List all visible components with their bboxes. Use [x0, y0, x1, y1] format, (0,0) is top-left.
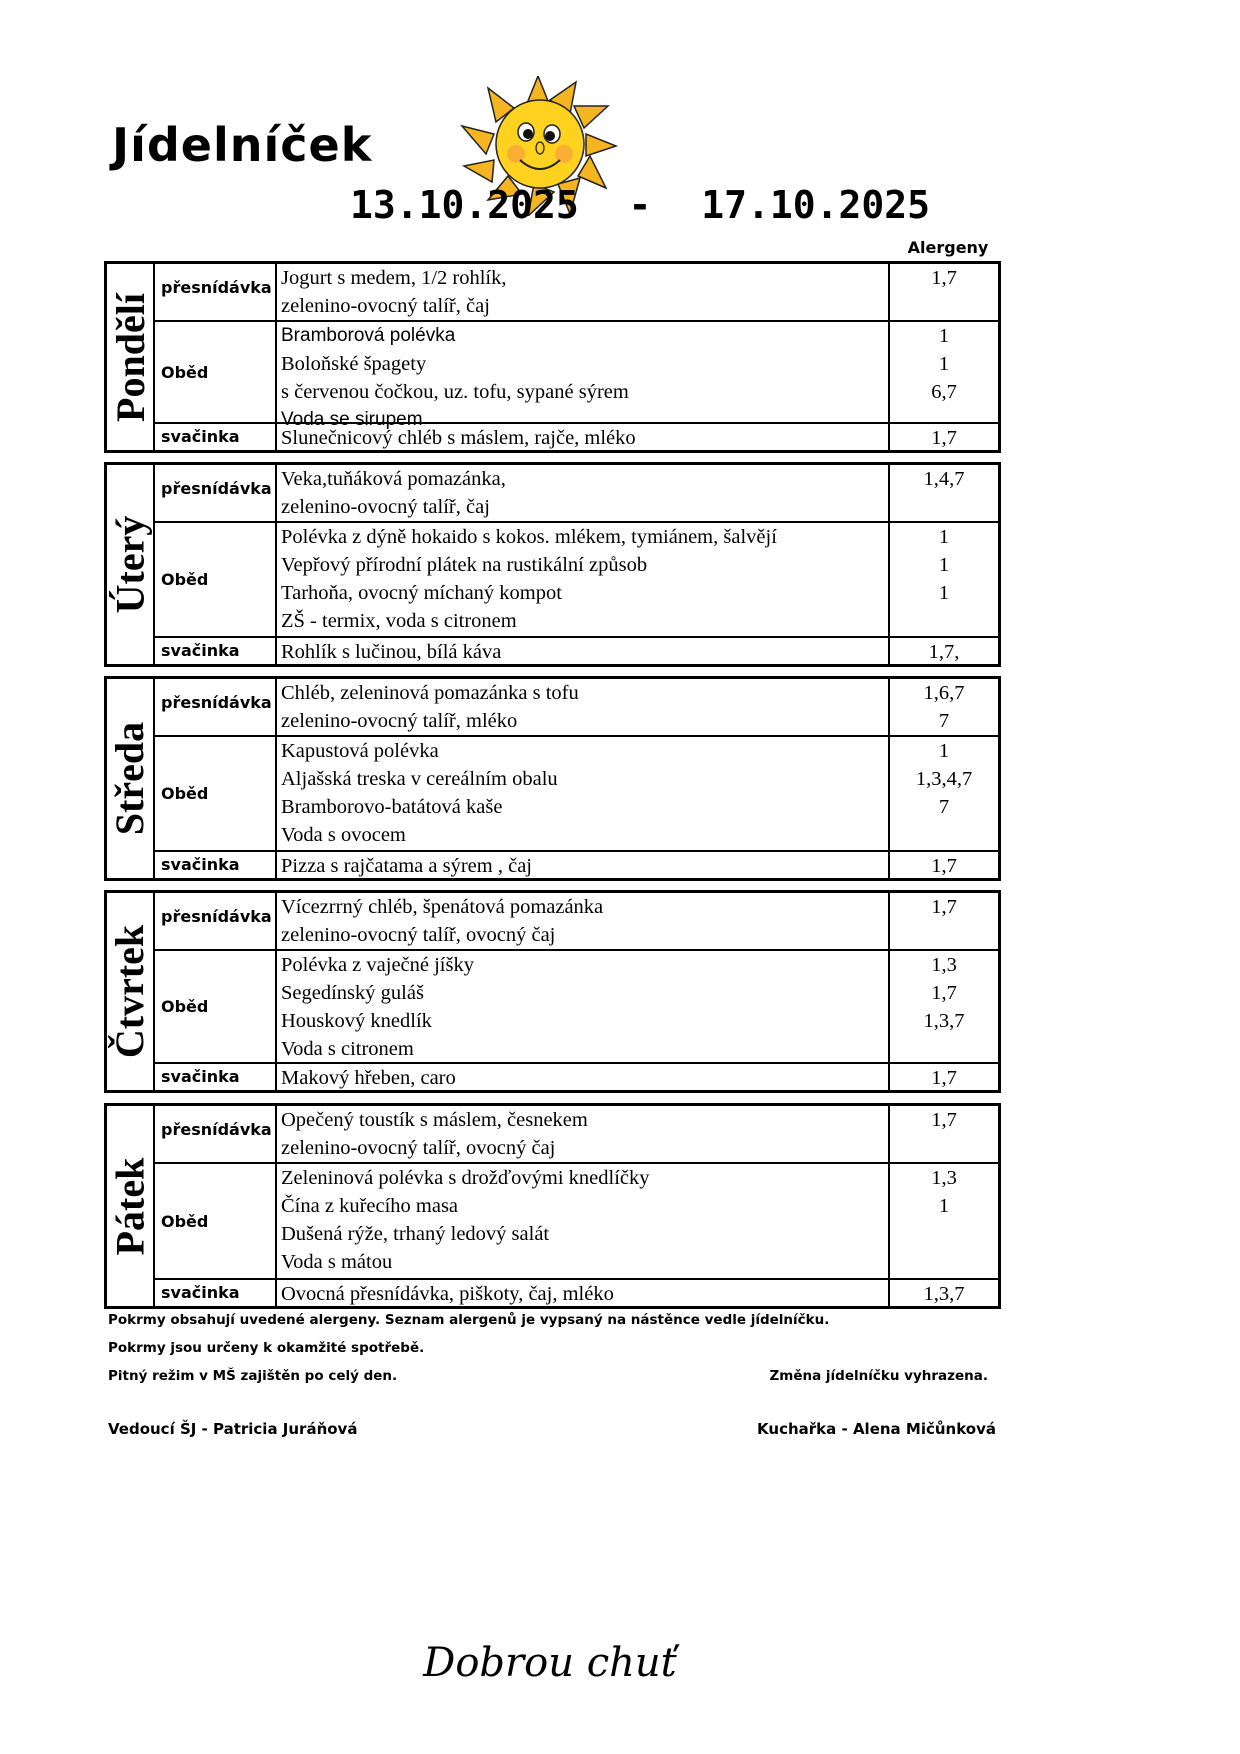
- meal-type-label: přesnídávka: [155, 1106, 277, 1162]
- food-item: Bramborovo-batátová kaše: [281, 796, 503, 818]
- food-item: Rohlík s lučinou, bílá káva: [281, 641, 502, 663]
- change-reserved-note: Změna jídelníčku vyhrazena.: [769, 1368, 988, 1384]
- food-item: zelenino-ovocný talíř, ovocný čaj: [281, 924, 556, 946]
- food-item: Polévka z dýně hokaido s kokos. mlékem, tymiánem, šalvějí: [281, 526, 777, 548]
- meal-type-label: svačinka: [155, 852, 277, 878]
- allergen-code: 1: [938, 582, 950, 604]
- food-items: [277, 523, 890, 636]
- allergen-code: 1,7,: [928, 641, 960, 663]
- food-item: Makový hřeben, caro: [281, 1067, 456, 1089]
- food-item: Vepřový přírodní plátek na rustikální způsob: [281, 554, 648, 576]
- date-to: 17.10.2025: [701, 183, 930, 227]
- food-items: [277, 322, 890, 430]
- manager-signature: Vedoucí ŠJ - Patricia Juráňová: [108, 1420, 358, 1438]
- food-item: Aljašská treska v cereálním obalu: [281, 768, 558, 790]
- meal-row-svacinka: [155, 422, 998, 450]
- allergen-codes: [890, 264, 998, 320]
- allergen-code: 1,7: [931, 1067, 957, 1089]
- food-item: Bramborová polévka: [281, 325, 456, 346]
- allergen-code: 6,7: [931, 381, 957, 403]
- meal-type-label: Oběd: [155, 1164, 277, 1278]
- allergen-code: [890, 493, 998, 521]
- allergen-codes: [890, 1106, 998, 1162]
- allergen-code: 1,7: [931, 427, 957, 449]
- meal-type-label: svačinka: [155, 638, 277, 664]
- food-items: [277, 893, 890, 949]
- meal-row-presnidavka: [155, 893, 998, 949]
- food-items: [277, 1106, 890, 1162]
- allergen-codes: [890, 893, 998, 949]
- allergen-codes: [890, 1280, 998, 1306]
- allergen-code: 1,3: [931, 1167, 957, 1189]
- meal-type-label: přesnídávka: [155, 679, 277, 735]
- allergen-codes: [890, 1064, 998, 1090]
- food-item: Kapustová polévka: [281, 740, 439, 762]
- meal-row-obed: [155, 320, 998, 430]
- allergen-code: 1,4,7: [923, 468, 965, 490]
- allergen-code: 1,7: [931, 982, 957, 1004]
- allergen-code: [890, 1134, 998, 1162]
- allergen-code: [890, 1035, 998, 1063]
- footer-notes: [108, 1312, 998, 1392]
- date-range: [350, 183, 930, 227]
- allergen-code: 1,7: [931, 1109, 957, 1131]
- allergen-codes: [890, 638, 998, 664]
- drinking-note: Pitný režim v MŠ zajištěn po celý den.: [108, 1368, 398, 1384]
- day-block: [104, 462, 1001, 667]
- day-name: Pátek: [107, 1157, 153, 1255]
- food-item: Čína z kuřecího masa: [281, 1195, 459, 1217]
- allergen-code: 1,7: [931, 896, 957, 918]
- allergen-code: 7: [938, 796, 950, 818]
- allergen-codes: [890, 737, 998, 850]
- farewell-text: Dobrou chuť: [423, 1640, 677, 1686]
- food-items: [277, 852, 890, 878]
- food-items: [277, 1164, 890, 1278]
- food-item: zelenino-ovocný talíř, čaj: [281, 496, 490, 518]
- food-item: ZŠ - termix, voda s citronem: [281, 610, 517, 632]
- allergen-column-header: Alergeny: [907, 238, 989, 257]
- meal-row-svacinka: [155, 850, 998, 878]
- food-items: [277, 424, 890, 450]
- food-item: zelenino-ovocný talíř, ovocný čaj: [281, 1137, 556, 1159]
- meal-type-label: Oběd: [155, 951, 277, 1062]
- date-separator: -: [628, 183, 652, 227]
- food-items: [277, 951, 890, 1062]
- day-block: [104, 676, 1001, 881]
- food-item: Dušená rýže, trhaný ledový salát: [281, 1223, 550, 1245]
- food-item: Polévka z vaječné jíšky: [281, 954, 474, 976]
- food-item: Chléb, zeleninová pomazánka s tofu: [281, 682, 579, 704]
- food-item: Voda se sirupem: [281, 409, 423, 430]
- allergen-code: 1: [938, 740, 950, 762]
- allergen-code: 1: [938, 1195, 950, 1217]
- allergen-code: 1: [938, 325, 950, 347]
- meal-type-label: svačinka: [155, 1280, 277, 1306]
- meal-type-label: přesnídávka: [155, 893, 277, 949]
- meal-type-label: svačinka: [155, 1064, 277, 1090]
- food-items: [277, 1280, 890, 1306]
- food-item: Vícezrrný chléb, špenátová pomazánka: [281, 896, 604, 918]
- date-from: 13.10.2025: [350, 183, 579, 227]
- meal-row-svacinka: [155, 636, 998, 664]
- day-label: [107, 679, 155, 878]
- allergen-code: [890, 821, 998, 849]
- allergen-codes: [890, 523, 998, 636]
- food-item: Veka,tuňáková pomazánka,: [281, 468, 506, 490]
- allergen-code: [890, 607, 998, 635]
- allergen-codes: [890, 852, 998, 878]
- allergen-code: 1,3,7: [923, 1283, 965, 1305]
- day-name: Čtvrtek: [107, 924, 153, 1059]
- food-item: s červenou čočkou, uz. tofu, sypané sýrem: [281, 381, 629, 403]
- food-items: [277, 679, 890, 735]
- food-item: Zeleninová polévka s drožďovými knedlíčky: [281, 1167, 650, 1189]
- allergen-codes: [890, 679, 998, 735]
- food-items: [277, 264, 890, 320]
- meal-type-label: přesnídávka: [155, 465, 277, 521]
- allergen-code: 7: [938, 710, 950, 732]
- day-block: [104, 1103, 1001, 1309]
- page-title: Jídelníček: [112, 118, 373, 172]
- food-item: Pizza s rajčatama a sýrem , čaj: [281, 855, 532, 877]
- allergen-note: Pokrmy obsahují uvedené alergeny. Seznam alergenů je vypsaný na nástěnce vedle jídelníčku.: [108, 1312, 830, 1328]
- day-block: [104, 261, 1001, 453]
- allergen-codes: [890, 1164, 998, 1278]
- meal-row-presnidavka: [155, 264, 998, 320]
- meal-type-label: přesnídávka: [155, 264, 277, 320]
- allergen-code: [890, 1248, 998, 1276]
- allergen-code: 1,3,7: [923, 1010, 965, 1032]
- meal-row-obed: [155, 735, 998, 850]
- allergen-code: [890, 292, 998, 320]
- meal-type-label: Oběd: [155, 523, 277, 636]
- day-label: [107, 1106, 155, 1306]
- day-label: [107, 893, 155, 1090]
- day-name: Úterý: [107, 515, 153, 614]
- day-block: [104, 890, 1001, 1093]
- food-items: [277, 1064, 890, 1090]
- day-name: Pondělí: [107, 292, 153, 422]
- food-item: Voda s mátou: [281, 1251, 393, 1273]
- allergen-code: 1,3: [931, 954, 957, 976]
- allergen-code: 1: [938, 353, 950, 375]
- allergen-code: 1: [938, 554, 950, 576]
- meal-row-obed: [155, 521, 998, 636]
- meal-row-presnidavka: [155, 1106, 998, 1162]
- food-item: Ovocná přesnídávka, piškoty, čaj, mléko: [281, 1283, 614, 1305]
- day-label: [107, 264, 155, 450]
- meal-row-presnidavka: [155, 465, 998, 521]
- cook-signature: Kuchařka - Alena Mičůnková: [757, 1420, 996, 1438]
- allergen-code: 1,7: [931, 267, 957, 289]
- meal-row-presnidavka: [155, 679, 998, 735]
- food-item: Opečený toustík s máslem, česnekem: [281, 1109, 588, 1131]
- day-label: [107, 465, 155, 664]
- meal-type-label: Oběd: [155, 322, 277, 422]
- food-items: [277, 737, 890, 850]
- meal-row-obed: [155, 1162, 998, 1278]
- allergen-code: [890, 921, 998, 949]
- meal-row-svacinka: [155, 1062, 998, 1090]
- food-item: Tarhoňa, ovocný míchaný kompot: [281, 582, 562, 604]
- food-items: [277, 465, 890, 521]
- meal-row-obed: [155, 949, 998, 1062]
- day-name: Středa: [107, 721, 153, 836]
- food-item: Slunečnicový chléb s máslem, rajče, mléko: [281, 427, 636, 449]
- allergen-code: 1,6,7: [923, 682, 965, 704]
- allergen-code: [890, 1220, 998, 1248]
- food-item: Houskový knedlík: [281, 1010, 432, 1032]
- allergen-code: 1: [938, 526, 950, 548]
- allergen-codes: [890, 951, 998, 1062]
- allergen-code: 1,3,4,7: [915, 768, 973, 790]
- allergen-codes: [890, 322, 998, 422]
- meal-type-label: svačinka: [155, 424, 277, 450]
- food-item: zelenino-ovocný talíř, čaj: [281, 295, 490, 317]
- meal-type-label: Oběd: [155, 737, 277, 850]
- food-item: Voda s ovocem: [281, 824, 406, 846]
- allergen-codes: [890, 465, 998, 521]
- food-item: Segedínský guláš: [281, 982, 424, 1004]
- meal-row-svacinka: [155, 1278, 998, 1306]
- food-item: Boloňské špagety: [281, 353, 427, 375]
- food-item: Jogurt s medem, 1/2 rohlík,: [281, 267, 507, 289]
- allergen-code: 1,7: [931, 855, 957, 877]
- consumption-note: Pokrmy jsou určeny k okamžité spotřebě.: [108, 1340, 425, 1356]
- food-item: Voda s citronem: [281, 1038, 414, 1060]
- food-item: zelenino-ovocný talíř, mléko: [281, 710, 518, 732]
- allergen-codes: [890, 424, 998, 450]
- food-items: [277, 638, 890, 664]
